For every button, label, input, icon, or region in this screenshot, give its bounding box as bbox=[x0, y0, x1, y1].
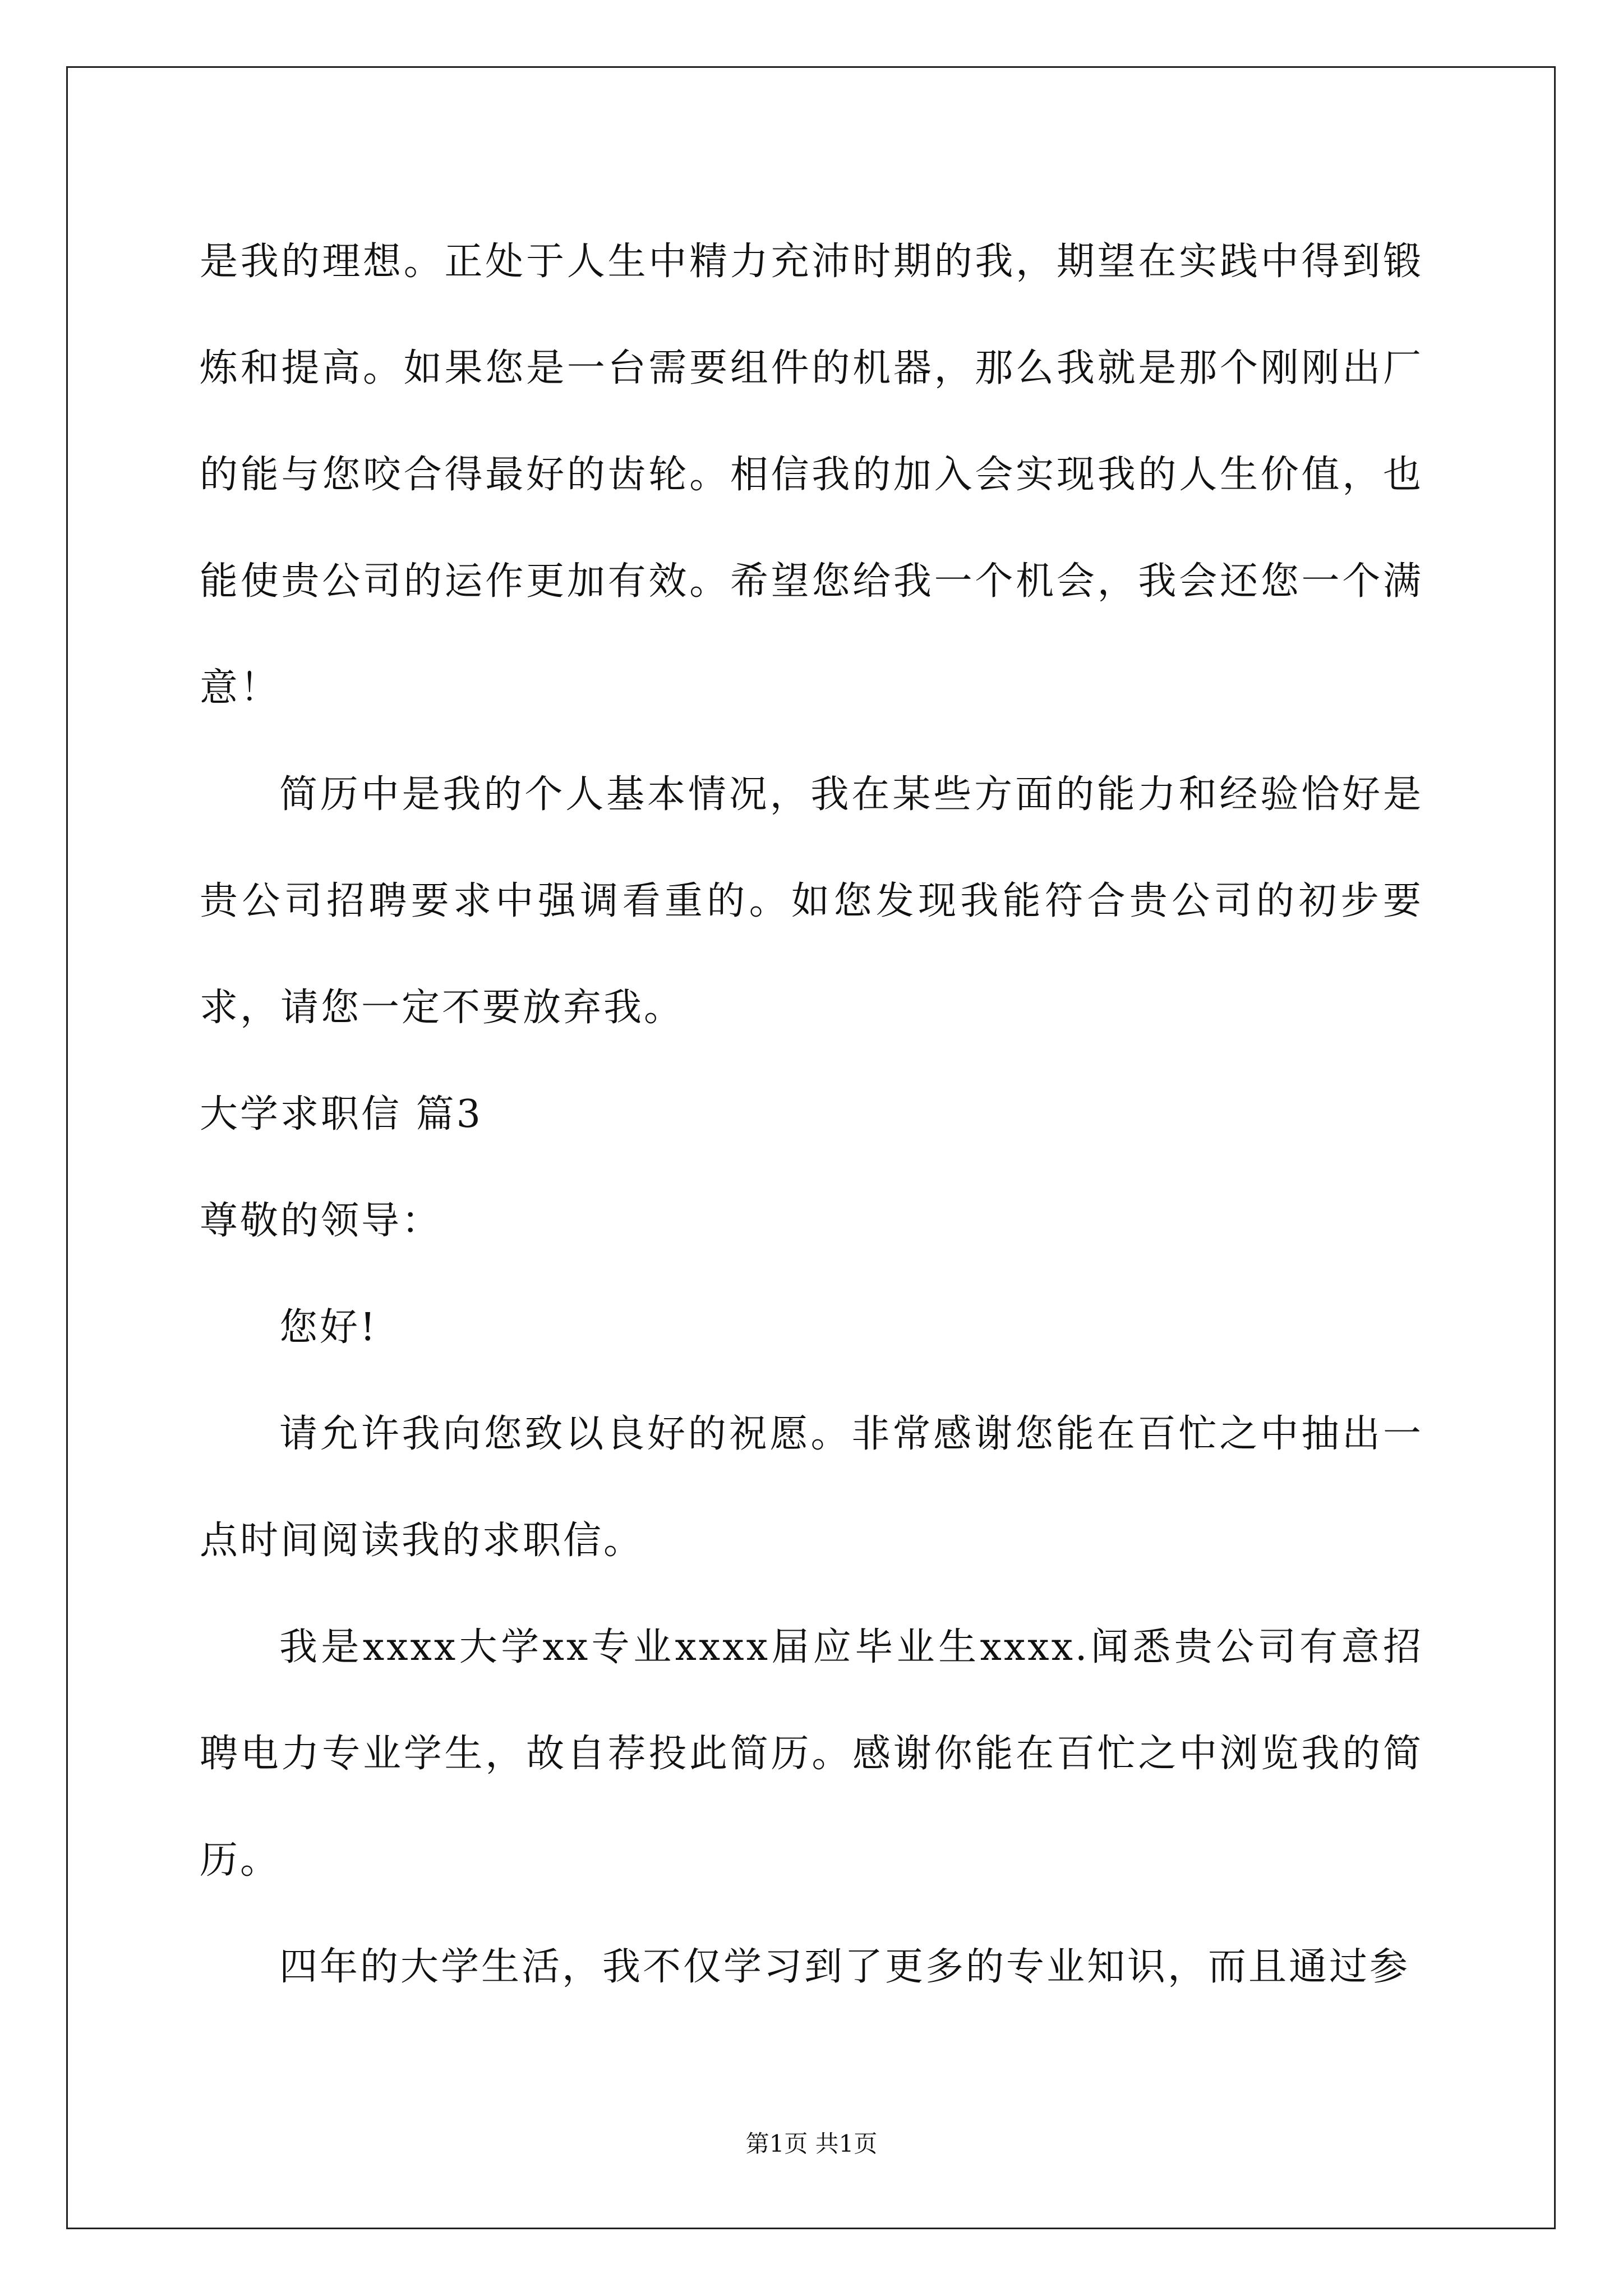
document-body bbox=[200, 209, 1423, 2021]
paragraph-5: 四年的大学生活，我不仅学习到了更多的专业知识，而且通过参 bbox=[279, 1945, 1410, 1989]
paragraph-4: 我是xxxx大学xx专业xxxx届应毕业生xxxx.闻悉贵公司有意招聘电力专业学生，故自荐投此简历。感谢你能在百忙之中浏览我的简历。 bbox=[200, 1625, 1423, 1883]
page-footer: 第1页 共1页 bbox=[745, 2130, 878, 2157]
paragraph-3: 请允许我向您致以良好的祝愿。非常感谢您能在百忙之中抽出一点时间阅读我的求职信。 bbox=[200, 1412, 1423, 1563]
salutation: 尊敬的领导： bbox=[200, 1199, 442, 1243]
paragraph-2: 简历中是我的个人基本情况，我在某些方面的能力和经验恰好是贵公司招聘要求中强调看重的。如您发现我能符合贵公司的初步要求，请您一定不要放弃我。 bbox=[200, 772, 1423, 1030]
greeting: 您好! bbox=[279, 1305, 378, 1350]
paragraph-1: 是我的理想。正处于人生中精力充沛时期的我，期望在实践中得到锻炼和提高。如果您是一台需要组件的机器，那么我就是那个刚刚出厂的能与您咬合得最好的齿轮。相信我的加入会实现我的人生价值，也能使贵公司的运作更加有效。希望您给我一个机会，我会还您一个满意！ bbox=[200, 240, 1423, 710]
section-heading: 大学求职信 篇3 bbox=[200, 1092, 483, 1137]
